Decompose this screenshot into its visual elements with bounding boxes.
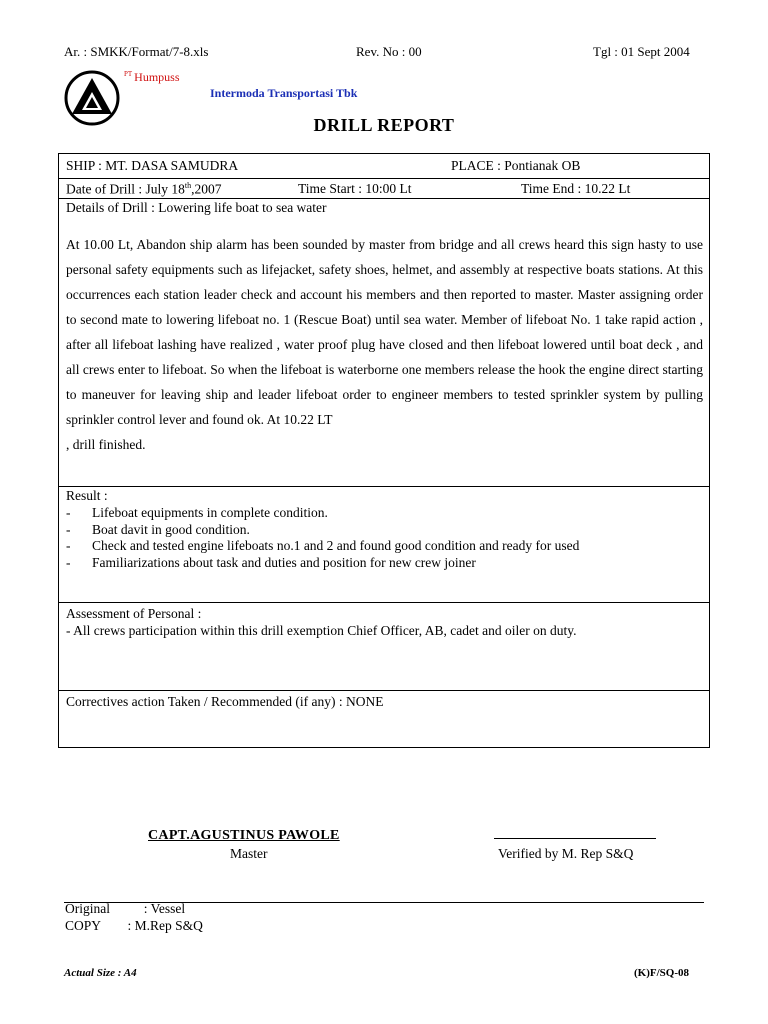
details-paragraph: At 10.00 Lt, Abandon ship alarm has been sounded by master from bridge and all crews heard this sign hasty to use personal safety equipments such as lifejacket, safety shoes, helmet, and assembly at respective boats stations. At this occurrences each station leader check and account his members and then reported to master. Master assigning order to second mate to lowering lifeboat no. 1 (Rescue Boat) until sea water. Member of lifeboat No. 1 take rapid action , after all lifeboat lashing have realized , water proof plug have closed and then lifeboat lowered until boat deck , and all crews enter to lifeboat. So when the lifeboat is waterborne one members release the hook the engine direct starting to maneuver for leaving ship and leader lifeboat order to engineer members to tested sprinkler system by pulling sprinkler control lever and found ok. At 10.22 LT: [66, 237, 703, 427]
row-divider: [59, 602, 709, 603]
form-code: (K)F/SQ-08: [634, 967, 689, 979]
verified-by: Verified by M. Rep S&Q: [498, 846, 634, 861]
row-divider: [59, 486, 709, 487]
row-divider: [59, 198, 709, 199]
corrective-action-field: Correctives action Taken / Recommended (if any) : NONE: [66, 694, 384, 709]
result-list: [66, 505, 579, 571]
company-name: Intermoda Transportasi Tbk: [210, 86, 358, 100]
result-label: Result :: [66, 488, 108, 503]
report-title: DRILL REPORT: [313, 115, 455, 135]
details-ending: , drill finished.: [66, 437, 146, 452]
assessment-text: - All crews participation within this drill exemption Chief Officer, AB, cadet and oiler on duty.: [66, 623, 577, 638]
list-item: - Check and tested engine lifeboats no.1 and 2 and found good condition and ready for used: [66, 538, 580, 553]
actual-size-note: Actual Size : A4: [64, 967, 137, 979]
master-name: CAPT.AGUSTINUS PAWOLE: [148, 828, 340, 843]
brand-name: $^{PT}$ Humpuss: [124, 70, 180, 84]
time-end-field: Time End : 10.22 Lt: [521, 181, 631, 196]
assessment-label: Assessment of Personal :: [66, 606, 202, 621]
list-item: - Boat davit in good condition.: [66, 521, 250, 537]
copy-recipient: COPY : M.Rep S&Q: [65, 918, 203, 933]
row-divider: [59, 178, 709, 179]
row-divider: [59, 690, 709, 691]
master-role: Master: [230, 846, 268, 861]
revision-number: Rev. No : 00: [356, 44, 422, 59]
drill-details-text: [66, 232, 703, 457]
drill-report-form: [58, 153, 710, 748]
list-item: - Lifeboat equipments in complete condition.: [66, 505, 328, 520]
date-of-drill-field: Date of Drill : July 18th,2007: [66, 181, 222, 197]
verification-signature-line: [494, 838, 656, 839]
document-reference: Ar. : SMKK/Format/7-8.xls: [64, 44, 209, 59]
details-of-drill-label: Details of Drill : Lowering life boat to sea water: [66, 200, 327, 215]
place-field: PLACE : Pontianak OB: [451, 158, 581, 173]
ship-field: SHIP : MT. DASA SAMUDRA: [66, 158, 239, 173]
list-item: - Familiarizations about task and duties and position for new crew joiner: [66, 554, 476, 570]
time-start-field: Time Start : 10:00 Lt: [298, 181, 412, 196]
original-recipient: Original : Vessel: [65, 901, 186, 916]
document-date: Tgl : 01 Sept 2004: [593, 44, 690, 59]
